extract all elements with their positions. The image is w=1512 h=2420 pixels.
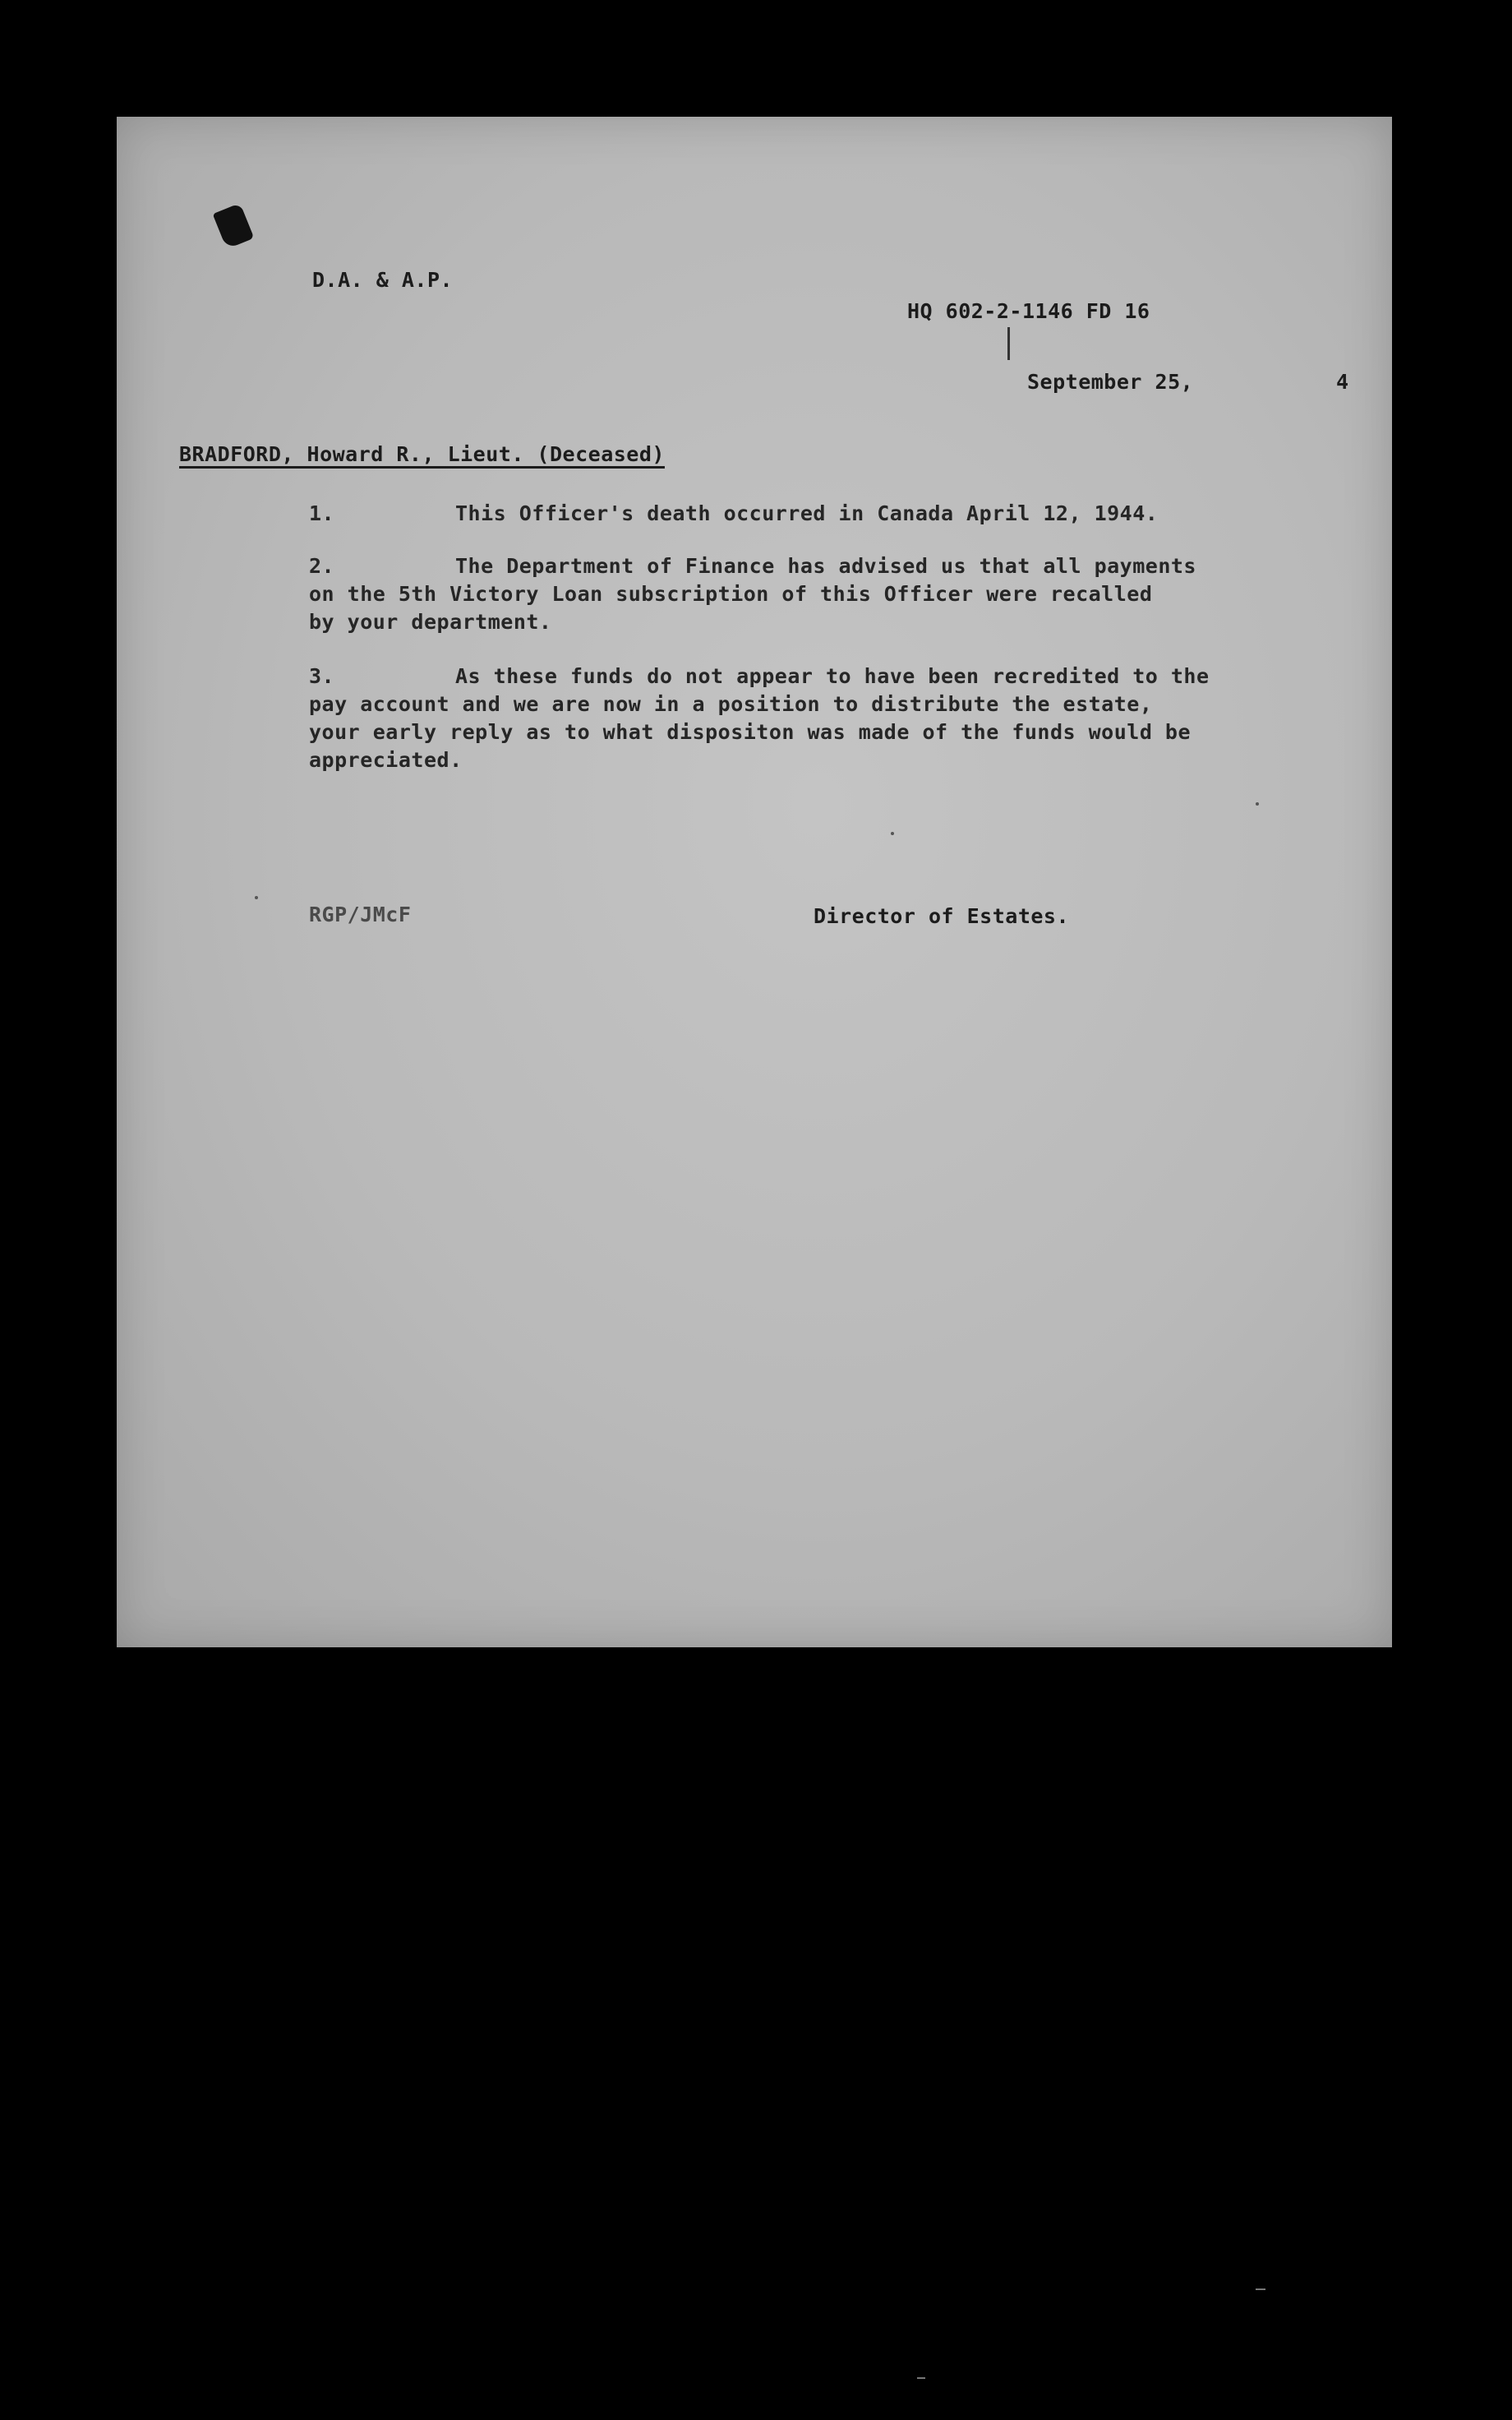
speck: [255, 896, 258, 899]
document-page: [117, 117, 1392, 1647]
scan-artifact: [1256, 2288, 1265, 2290]
paragraph-number: 1.: [309, 501, 335, 525]
paragraph-line: As these funds do not appear to have been recredited to the: [455, 664, 1210, 688]
paragraph-line: pay account and we are now in a position to distribute the estate,: [309, 692, 1153, 716]
paragraph-line: by your department.: [309, 610, 552, 634]
ink-blot: [213, 203, 255, 249]
date-line: September 25,: [1027, 370, 1194, 394]
recipient-line: D.A. & A.P.: [312, 268, 454, 292]
page-mark: 4: [1336, 370, 1349, 394]
paragraph-line: This Officer's death occurred in Canada April 12, 1944.: [455, 501, 1159, 525]
paragraph-line: your early reply as to what dispositon was made of the funds would be: [309, 720, 1192, 744]
subject-line: BRADFORD, Howard R., Lieut. (Deceased): [179, 442, 665, 466]
paragraph-number: 3.: [309, 664, 335, 688]
stray-mark: [1007, 327, 1010, 360]
signature-title: Director of Estates.: [814, 904, 1070, 928]
paragraph-number: 2.: [309, 554, 335, 578]
paragraph-2: [309, 552, 1377, 636]
speck: [1256, 802, 1259, 806]
paragraph-line: appreciated.: [309, 748, 463, 772]
paragraph-3: [309, 663, 1377, 774]
paragraph-line: on the 5th Victory Loan subscription of this Officer were recalled: [309, 582, 1153, 606]
paragraph-line: The Department of Finance has advised us that all payments: [455, 554, 1196, 578]
speck: [891, 832, 894, 835]
typist-initials: RGP/JMcF: [309, 903, 412, 926]
file-reference: HQ 602-2-1146 FD 16: [907, 299, 1150, 323]
scan-artifact: [917, 2377, 925, 2379]
paragraph-1: [309, 500, 1377, 528]
